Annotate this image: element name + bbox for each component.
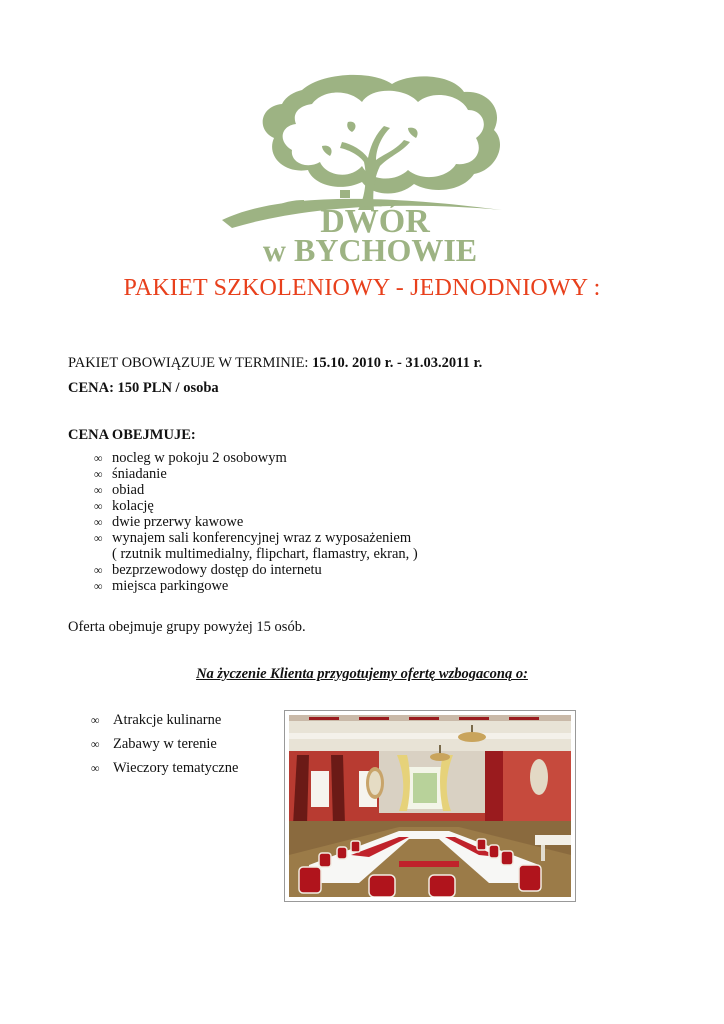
list-item: ∞ Wieczory tematyczne [91,760,239,776]
bullet-icon: ∞ [94,451,103,465]
list-item: ∞ nocleg w pokoju 2 osobowym [94,450,287,466]
conference-room-photo [284,710,576,902]
term-label: PAKIET OBOWIĄZUJE W TERMINIE: [68,355,313,371]
page-title: PAKIET SZKOLENIOWY - JEDNODNIOWY : [123,275,601,301]
conference-room-image [289,715,571,897]
bullet-icon: ∞ [91,737,100,751]
bullet-icon: ∞ [91,761,100,775]
bullet-icon: ∞ [94,515,103,529]
group-note: Oferta obejmuje grupy powyżej 15 osób. [68,619,306,635]
bullet-icon: ∞ [94,499,103,513]
list-item: ∞ miejsca parkingowe [94,578,229,594]
term-value: 15.10. 2010 r. - 31.03.2011 r. [312,355,483,371]
extras-list [91,712,239,776]
list-item: ∞ dwie przerwy kawowe [94,514,244,530]
logo-line2: w BYCHOWIE [262,232,478,265]
extra-offer-heading: Na życzenie Klienta przygotujemy ofertę wzbogaconą o: [196,666,528,682]
list-item: ∞ wynajem sali konferencyjnej wraz z wyposażeniem [94,530,412,546]
list-item: ∞ kolację [94,498,154,514]
price: CENA: 150 PLN / osoba [68,380,219,396]
bullet-icon: ∞ [94,579,103,593]
list-item: ∞ bezprzewodowy dostęp do internetu [94,562,322,578]
bullet-icon: ∞ [94,563,103,577]
term-line [68,355,482,372]
list-item: ∞ Atrakcje kulinarne [91,712,222,728]
logo [212,70,527,265]
bullet-icon: ∞ [91,713,100,727]
bullet-icon: ∞ [94,467,103,481]
includes-heading: CENA OBEJMUJE: [68,427,196,443]
logo-line1: DWÓR [320,203,430,240]
list-item: ∞ obiad [94,482,145,498]
list-item: ∞ Zabawy w terenie [91,736,217,752]
bullet-icon: ∞ [94,483,103,497]
includes-list [94,450,418,594]
list-item: ∞ śniadanie [94,466,167,482]
list-item-continuation: ( rzutnik multimedialny, flipchart, flamastry, ekran, ) [112,546,418,562]
bullet-icon: ∞ [94,531,103,545]
